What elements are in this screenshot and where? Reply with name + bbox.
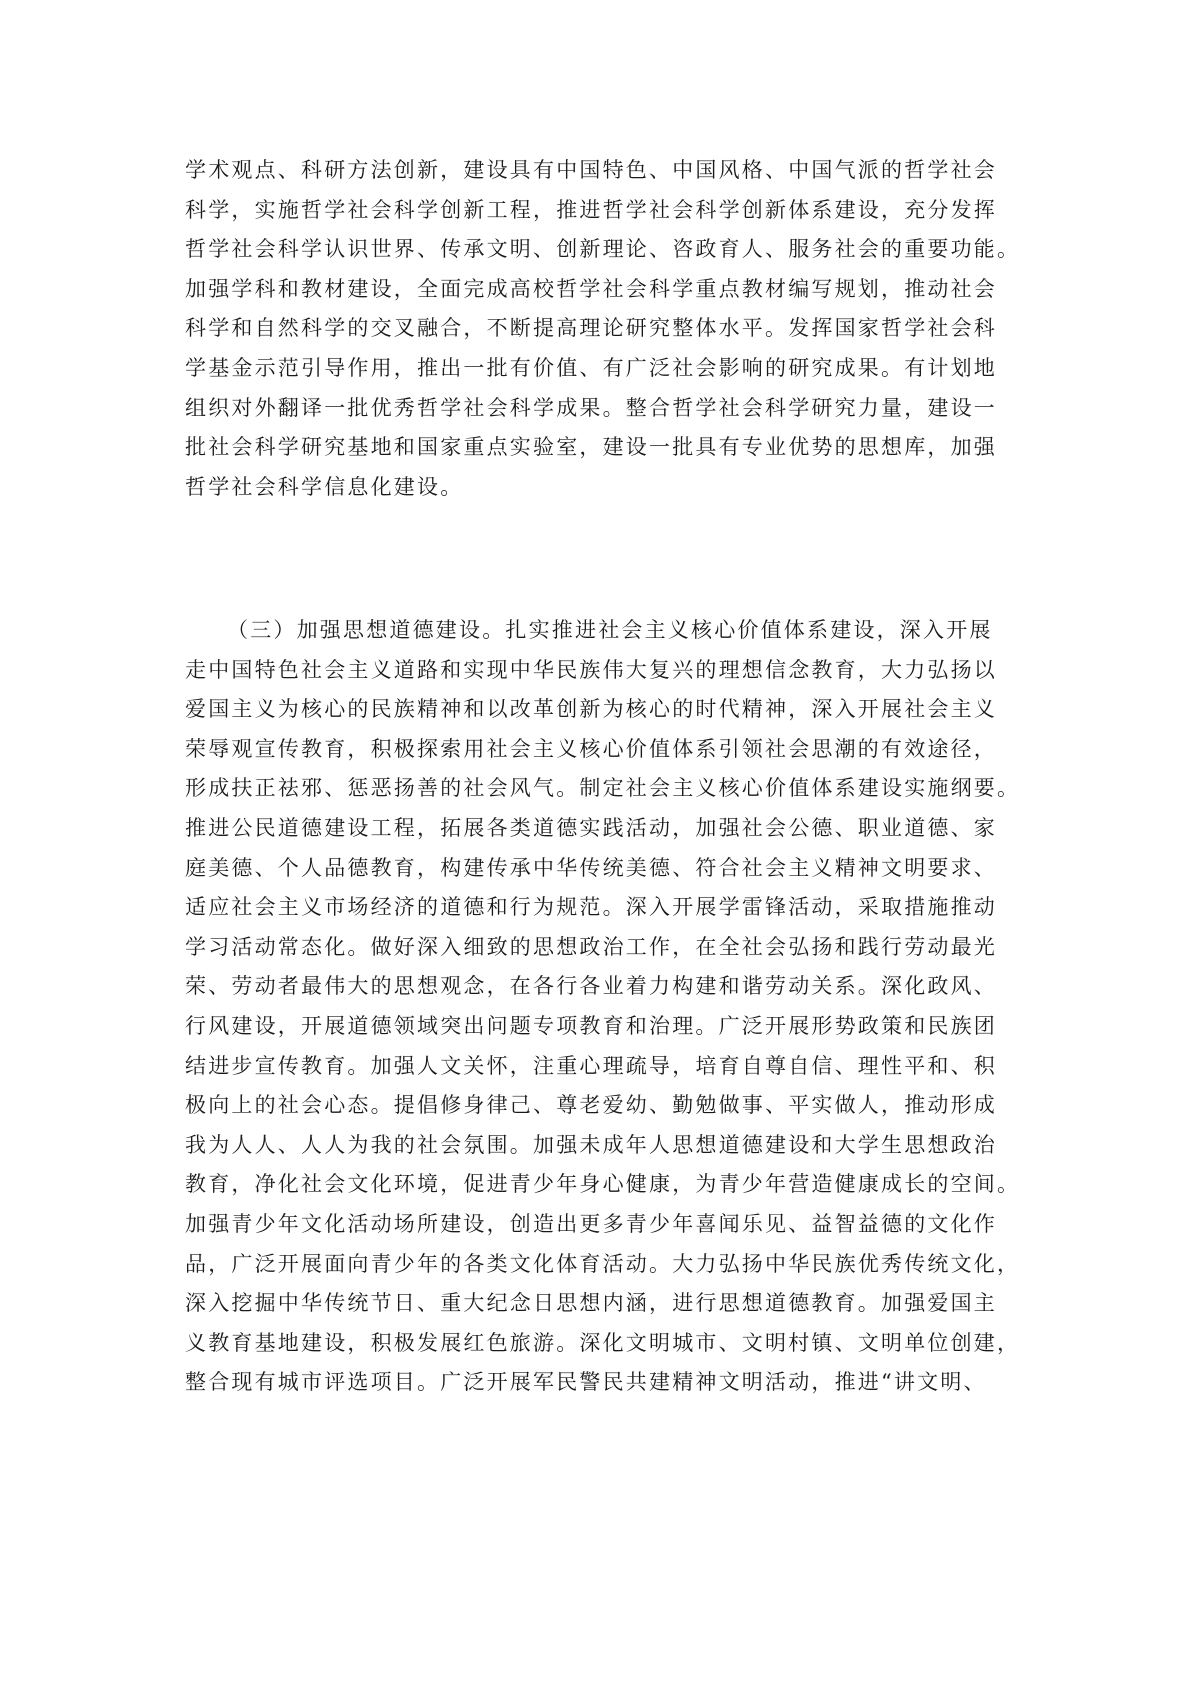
text-line: （三）加强思想道德建设。扎实推进社会主义核心价值体系建设，深入开展 bbox=[227, 618, 993, 642]
text-line: 学基金示范引导作用，推出一批有价值、有广泛社会影响的研究成果。有计划地 bbox=[185, 355, 997, 380]
text-line: 教育，净化社会文化环境，促进青少年身心健康，为青少年营造健康成长的空间。 bbox=[185, 1172, 1020, 1197]
text-line: 形成扶正祛邪、惩恶扬善的社会风气。制定社会主义核心价值体系建设实施纲要。 bbox=[185, 776, 1020, 801]
text-line: 科学和自然科学的交叉融合，不断提高理论研究整体水平。发挥国家哲学社会科 bbox=[185, 316, 997, 341]
text-line: 荣、劳动者最伟大的思想观念，在各行各业着力构建和谐劳动关系。深化政风、 bbox=[185, 974, 997, 999]
text-line: 义教育基地建设，积极发展红色旅游。深化文明城市、文明村镇、文明单位创建， bbox=[185, 1330, 1020, 1355]
text-line: 适应社会主义市场经济的道德和行为规范。深入开展学雷锋活动，采取措施推动 bbox=[185, 895, 997, 920]
text-line: 结进步宣传教育。加强人文关怀，注重心理疏导，培育自尊自信、理性平和、积 bbox=[185, 1053, 997, 1078]
text-line: 走中国特色社会主义道路和实现中华民族伟大复兴的理想信念教育，大力弘扬以 bbox=[185, 657, 997, 682]
text-line: 学习活动常态化。做好深入细致的思想政治工作，在全社会弘扬和践行劳动最光 bbox=[185, 934, 997, 959]
paragraph-moral-construction bbox=[185, 611, 1020, 1403]
text-line: 学术观点、科研方法创新，建设具有中国特色、中国风格、中国气派的哲学社会 bbox=[185, 158, 997, 182]
text-line: 科学，实施哲学社会科学创新工程，推进哲学社会科学创新体系建设，充分发挥 bbox=[185, 197, 997, 222]
text-line: 推进公民道德建设工程，拓展各类道德实践活动，加强社会公德、职业道德、家 bbox=[185, 815, 997, 840]
text-line: 组织对外翻译一批优秀哲学社会科学成果。整合哲学社会科学研究力量，建设一 bbox=[185, 395, 997, 420]
text-line: 极向上的社会心态。提倡修身律己、尊老爱幼、勤勉做事、平实做人，推动形成 bbox=[185, 1093, 997, 1118]
text-line: 加强学科和教材建设，全面完成高校哲学社会科学重点教材编写规划，推动社会 bbox=[185, 276, 997, 301]
text-line: 爱国主义为核心的民族精神和以改革创新为核心的时代精神，深入开展社会主义 bbox=[185, 697, 997, 722]
text-line: 哲学社会科学认识世界、传承文明、创新理论、咨政育人、服务社会的重要功能。 bbox=[185, 237, 1020, 262]
text-line: 加强青少年文化活动场所建设，创造出更多青少年喜闻乐见、益智益德的文化作 bbox=[185, 1211, 997, 1236]
text-line: 整合现有城市评选项目。广泛开展军民警民共建精神文明活动，推进“讲文明、 bbox=[185, 1370, 987, 1395]
text-line: 荣辱观宣传教育，积极探索用社会主义核心价值体系引领社会思潮的有效途径， bbox=[185, 736, 997, 761]
text-line: 哲学社会科学信息化建设。 bbox=[185, 474, 464, 499]
paragraph-philosophy-social-sciences bbox=[185, 151, 1020, 507]
text-line: 深入挖掘中华传统节日、重大纪念日思想内涵，进行思想道德教育。加强爱国主 bbox=[185, 1291, 997, 1316]
text-line: 庭美德、个人品德教育，构建传承中华传统美德、符合社会主义精神文明要求、 bbox=[185, 855, 997, 880]
text-line: 行风建设，开展道德领域突出问题专项教育和治理。广泛开展形势政策和民族团 bbox=[185, 1013, 997, 1038]
text-line: 我为人人、人人为我的社会氛围。加强未成年人思想道德建设和大学生思想政治 bbox=[185, 1132, 997, 1157]
text-line: 批社会科学研究基地和国家重点实验室，建设一批具有专业优势的思想库，加强 bbox=[185, 435, 997, 460]
text-line: 品，广泛开展面向青少年的各类文化体育活动。大力弘扬中华民族优秀传统文化， bbox=[185, 1251, 1020, 1276]
